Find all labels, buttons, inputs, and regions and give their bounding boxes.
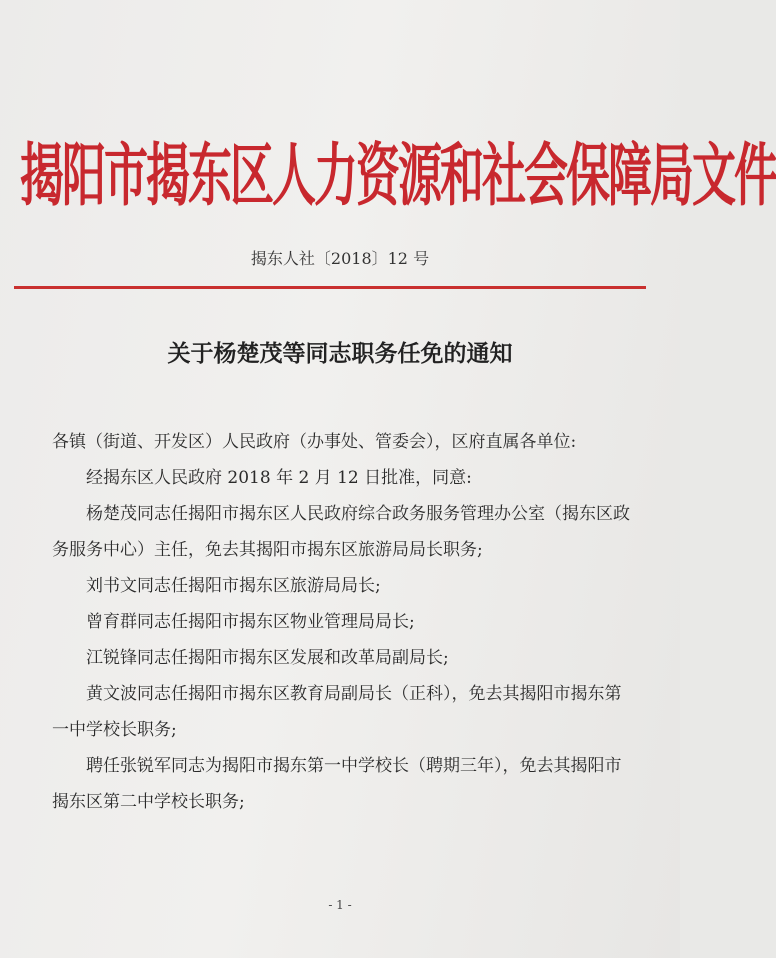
agency-header-title: 揭阳市揭东区人力资源和社会保障局文件: [20, 137, 776, 217]
paragraph: 经揭东区人民政府 2018 年 2 月 12 日批准，同意:: [86, 468, 472, 488]
paragraph: 杨楚茂同志任揭阳市揭东区人民政府综合政务服务管理办公室（揭东区政务服务中心）主任，免去其揭阳市揭东区旅游局局长职务;: [52, 504, 630, 560]
paragraph: 江锐锋同志任揭阳市揭东区发展和改革局副局长;: [86, 648, 449, 668]
paragraph: 黄文波同志任揭阳市揭东区教育局副局长（正科），免去其揭阳市揭东第一中学校长职务;: [52, 684, 622, 740]
notice-title: 关于杨楚茂等同志职务任免的通知: [167, 341, 513, 367]
paragraph: 曾育群同志任揭阳市揭东区物业管理局局长;: [86, 612, 415, 632]
salutation: 各镇（街道、开发区）人民政府（办事处、管委会），区府直属各单位:: [52, 432, 577, 452]
document-number: 揭东人社〔2018〕12 号: [250, 249, 430, 268]
notice-body: [52, 424, 632, 820]
page-number: - 1 -: [328, 898, 352, 912]
red-divider-line: [14, 286, 646, 289]
paragraph: 聘任张锐军同志为揭阳市揭东第一中学校长（聘期三年），免去其揭阳市揭东区第二中学校长职务;: [52, 756, 622, 812]
paragraph: 刘书文同志任揭阳市揭东区旅游局局长;: [86, 576, 381, 596]
